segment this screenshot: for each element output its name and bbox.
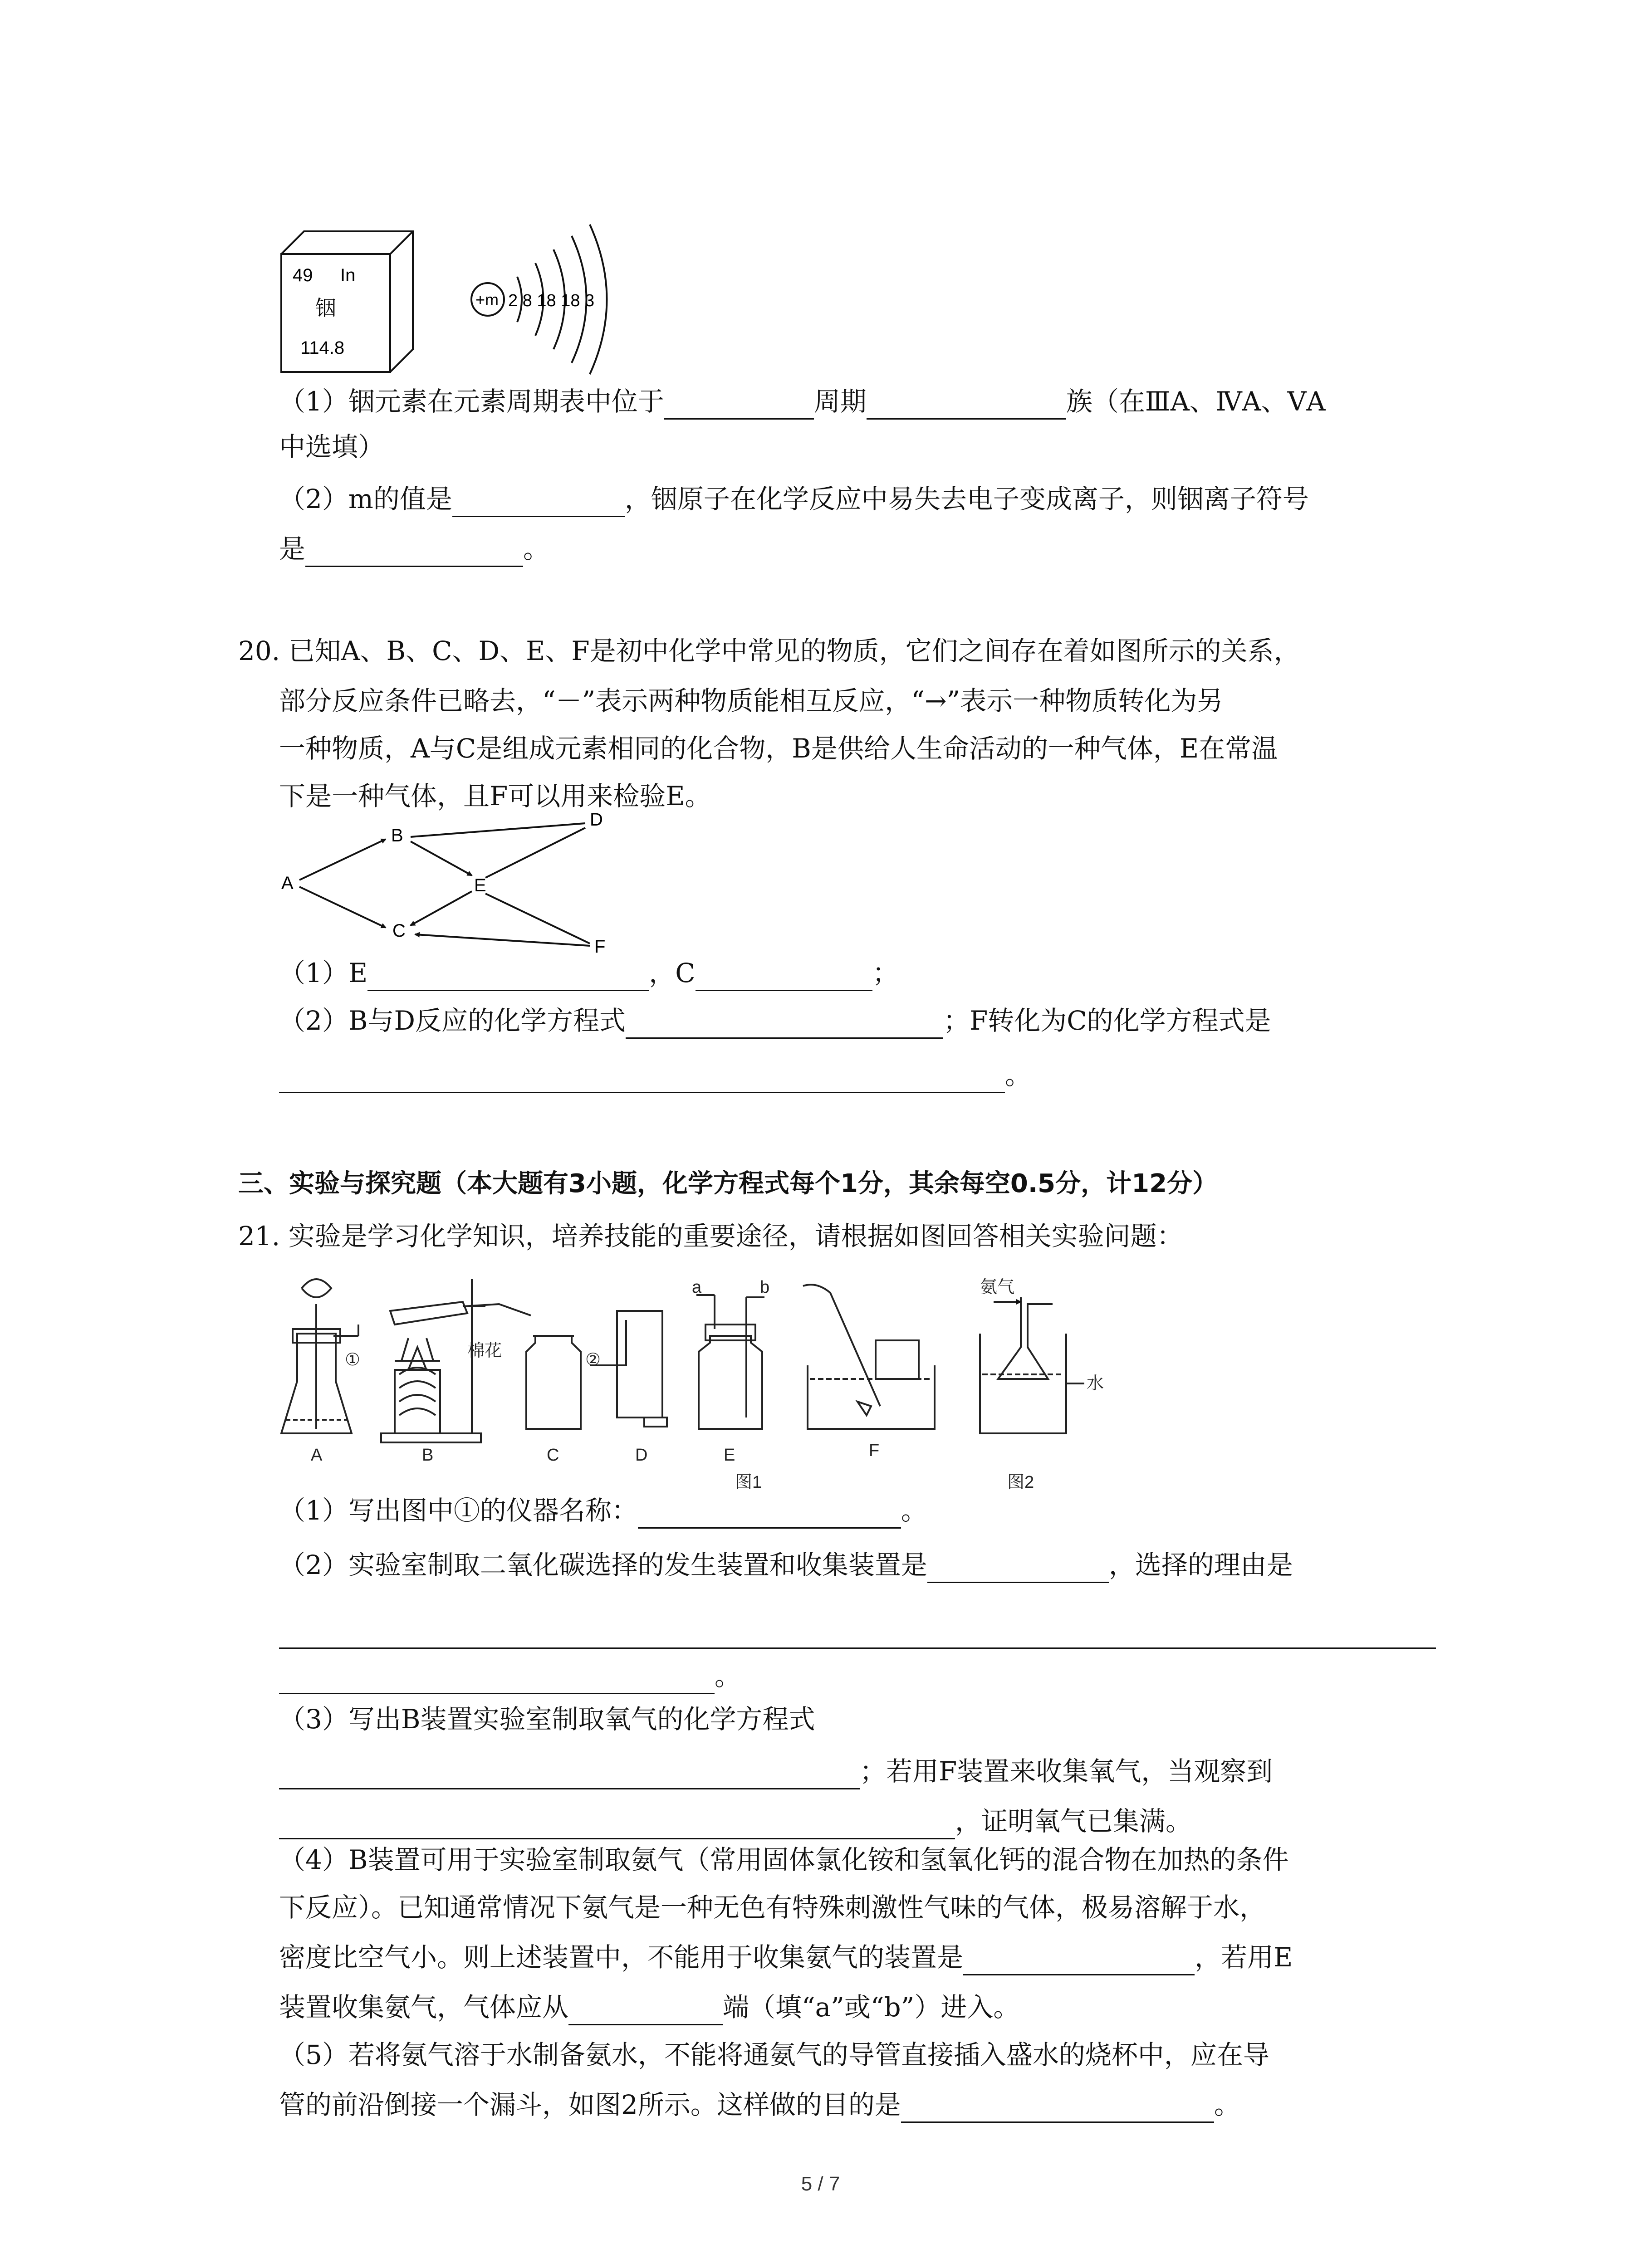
q21-part1: （1）写出图中①的仪器名称： 。 [279, 1492, 927, 1529]
label-f: F [869, 1441, 880, 1460]
answer-blank[interactable] [279, 1810, 955, 1839]
apparatus-f [803, 1285, 935, 1429]
q21-part3-line1: （3）写出B装置实验室制取氧气的化学方程式 [279, 1704, 815, 1735]
node-c: C [392, 921, 406, 941]
q20-stem-line3: 一种物质，A与C是组成元素相同的化合物，B是供给人生命活动的一种气体，E在常温 [279, 733, 1278, 764]
answer-blank[interactable] [901, 2093, 1214, 2123]
cell-symbol: In [340, 265, 356, 285]
cell-name: 铟 [315, 296, 336, 320]
label-port-a: a [692, 1278, 702, 1297]
q21-part4-line4: 装置收集氨气，气体应从 端（填“a”或“b”）进入。 [279, 1989, 1019, 2025]
section-heading: 三、实验与探究题（本大题有3小题，化学方程式每个1分，其余每空0.5分，计12分） [238, 1169, 1218, 1198]
q20-part2-line1: （2）B与D反应的化学方程式 ；F转化为C的化学方程式是 [279, 1002, 1271, 1039]
label-c: C [547, 1446, 559, 1465]
shell-numbers: 2 8 18 18 3 [508, 291, 595, 310]
answer-blank[interactable] [626, 1009, 943, 1039]
apparatus-b [381, 1279, 531, 1442]
q19-part2-line2: 是 。 [279, 531, 549, 567]
label-circle2: ② [585, 1350, 601, 1369]
apparatus-c [526, 1336, 581, 1429]
cell-mass: 114.8 [300, 338, 345, 358]
label-e: E [724, 1446, 735, 1465]
atom-structure [471, 225, 607, 374]
nucleus-label: +m [475, 290, 499, 309]
q21-part3-line2: ；若用F装置来收集氧气，当观察到 [279, 1753, 1273, 1789]
answer-blank[interactable] [279, 1760, 860, 1789]
answer-blank[interactable] [279, 1665, 715, 1694]
answer-blank[interactable] [279, 1619, 1436, 1649]
q20-part1: （1）E ，C ； [279, 955, 899, 991]
cell-number: 49 [293, 265, 313, 285]
label-water: 水 [1087, 1374, 1104, 1393]
apparatus-d [590, 1311, 667, 1427]
q21-part2-line1: （2）实验室制取二氧化碳选择的发生装置和收集装置是 ，选择的理由是 [279, 1547, 1293, 1583]
q21-part4-line3: 密度比空气小。则上述装置中，不能用于收集氨气的装置是 ，若用E [279, 1939, 1293, 1975]
q19-part2-line1: （2）m的值是 ，铟原子在化学反应中易失去电子变成离子，则铟离子符号 [279, 481, 1309, 517]
q19-part1-line2: 中选填） [279, 431, 385, 462]
indium-figure [272, 218, 617, 381]
q20-stem-line4: 下是一种气体，且F可以用来检验E。 [279, 781, 711, 811]
q20-stem-line2: 部分反应条件已略去，“－”表示两种物质能相互反应，“→”表示一种物质转化为另 [279, 685, 1224, 716]
apparatus-e [696, 1295, 764, 1429]
label-ammonia: 氨气 [980, 1278, 1015, 1297]
relation-diagram [272, 807, 635, 957]
answer-blank[interactable] [927, 1554, 1109, 1583]
label-cotton: 棉花 [467, 1341, 502, 1360]
arrow-a-to-b [299, 839, 386, 880]
q20-stem-line1: 20. 已知A、B、C、D、E、F是初中化学中常见的物质，它们之间存在着如图所示的关系， [238, 635, 1300, 666]
q19-part1-line1: （1）铟元素在元素周期表中位于 周期 族（在ⅢA、ⅣA、ⅤA [279, 383, 1325, 420]
answer-blank[interactable] [568, 1996, 723, 2025]
answer-blank[interactable] [452, 488, 625, 517]
node-b: B [391, 826, 403, 846]
q21-part2-line3: 。 [279, 1658, 741, 1694]
q21-part2-line2 [279, 1613, 1436, 1649]
label-circle1: ① [345, 1350, 361, 1369]
q21-part4-line2: 下反应）。已知通常情况下氨气是一种无色有特殊刺激性气味的气体，极易溶解于水， [279, 1892, 1266, 1923]
label-port-b: b [760, 1278, 770, 1297]
label-fig2: 图2 [1007, 1473, 1034, 1492]
answer-blank[interactable] [696, 962, 872, 991]
node-a: A [281, 873, 294, 893]
line-e-f [485, 894, 590, 943]
answer-blank[interactable] [867, 390, 1066, 420]
q21-stem: 21. 实验是学习化学知识，培养技能的重要途径，请根据如图回答相关实验问题： [238, 1221, 1183, 1251]
arrow-a-to-c [299, 887, 386, 928]
q21-part5-line2: 管的前沿倒接一个漏斗，如图2所示。这样做的目的是 。 [279, 2087, 1240, 2123]
label-d: D [635, 1446, 648, 1465]
apparatus-figure [272, 1261, 1104, 1497]
q21-part4-line1: （4）B装置可用于实验室制取氨气（常用固体氯化铵和氢氧化钙的混合物在加热的条件 [279, 1844, 1289, 1875]
arrow-f-to-c [415, 934, 590, 946]
answer-blank[interactable] [963, 1946, 1195, 1975]
page-number: 5 / 7 [801, 2173, 840, 2195]
label-b: B [422, 1446, 434, 1465]
q20-part2-line2: 。 [279, 1057, 1031, 1093]
line-b-d [411, 823, 585, 837]
q21-part5-line1: （5）若将氨气溶于水制备氨水，不能将通氨气的导管直接插入盛水的烧杯中，应在导 [279, 2039, 1269, 2070]
node-f: F [594, 937, 606, 957]
label-fig1: 图1 [735, 1473, 762, 1492]
answer-blank[interactable] [664, 390, 814, 420]
line-d-e [485, 828, 585, 878]
node-d: D [590, 810, 603, 830]
arrow-e-to-c [411, 891, 472, 925]
apparatus-fig2 [980, 1297, 1084, 1433]
label-a: A [311, 1446, 323, 1465]
answer-blank[interactable] [279, 1064, 1005, 1093]
answer-blank[interactable] [305, 538, 523, 567]
answer-blank[interactable] [367, 962, 649, 991]
answer-blank[interactable] [638, 1499, 901, 1529]
q21-part3-line3: ，证明氧气已集满。 [279, 1803, 1192, 1839]
arrow-b-to-e [411, 841, 472, 875]
node-e: E [474, 875, 486, 895]
